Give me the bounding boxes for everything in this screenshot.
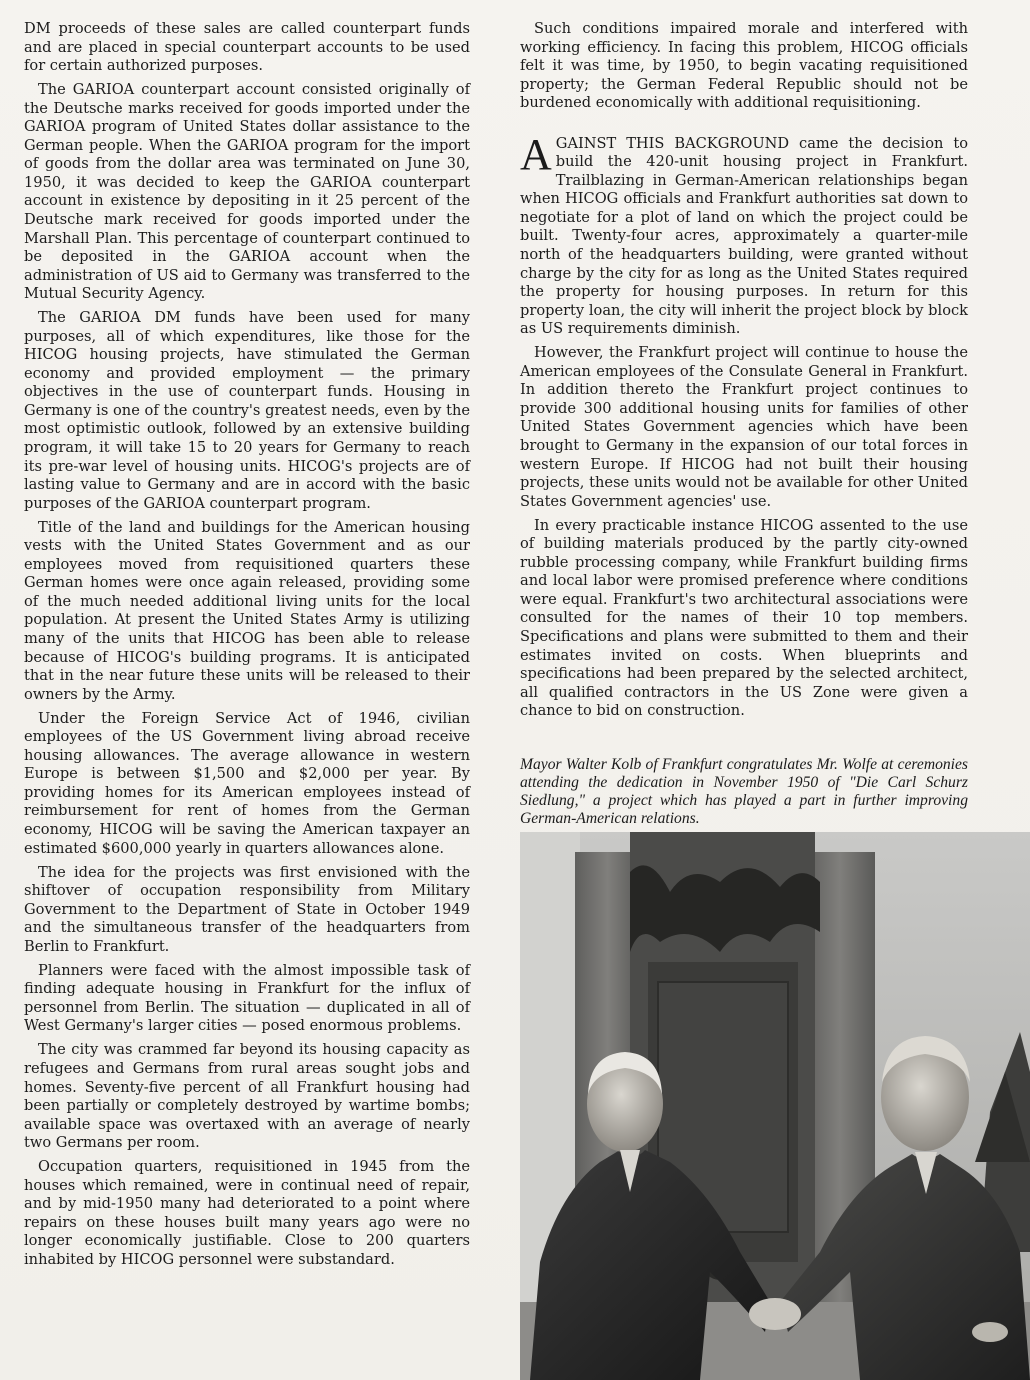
paragraph: However, the Frankfurt project will continue to house the American employees of the Consulate General in Frankfurt. In addition thereto the Frankfurt project continues to provide 300 additional housing units for families of other United States Government agencies which have been brought to Germany in the expansion of our total forces in western Europe. If HICOG had not built their housing projects, these units would not be available for other United States Government agencies' use. bbox=[520, 344, 968, 510]
section-opening-paragraph bbox=[520, 129, 968, 339]
left-text-column bbox=[24, 20, 470, 1275]
paragraph: In every practicable instance HICOG assented to the use of building materials produced by the partly city-owned rubble processing company, while Frankfurt building firms and local labor were promised preference where conditions were equal. Frankfurt's two architectural associations were consulted for the names of their 10 top members. Specifications and plans were submitted to them and their estimates invited on costs. When blueprints and specifications had been prepared by the selected architect, all qualified contractors in the US Zone were given a chance to bid on construction. bbox=[520, 516, 968, 720]
paragraph: The GARIOA DM funds have been used for many purposes, all of which expenditures, like those for the HICOG housing projects, have stimulated the German economy and provided employment — the primary objectives in the use of counterpart funds. Housing in Germany is one of the country's greatest needs, even by the most optimistic outlook, followed by an extensive building program, it will take 15 to 20 years for Germany to reach its pre-war level of housing units. HICOG's projects are of lasting value to Germany and are in accord with the basic purposes of the GARIOA counterpart program. bbox=[24, 309, 470, 512]
paragraph: Planners were faced with the almost impossible task of finding adequate housing in Frankfurt for the influx of personnel from Berlin. The situation — duplicated in all of West Germany's larger cities — posed enormous problems. bbox=[24, 961, 470, 1035]
ceremony-photo-illustration bbox=[520, 832, 1030, 1380]
section-lead-in: GAINST THIS BACKGROUND bbox=[555, 134, 790, 152]
paragraph: The GARIOA counterpart account consisted originally of the Deutsche marks received for goods imported under the GARIOA program of United States dollar assistance to the German people. When the GARIOA program for the import of goods from the dollar area was terminated on June 30, 1950, it was decided to keep the GARIOA counterpart account in existence by depositing in it 25 percent of the Deutsche mark received for goods imported under the Marshall Plan. This percentage of counterpart continued to be deposited in the GARIOA account when the administration of US aid to Germany was transferred to the Mutual Security Agency. bbox=[24, 81, 470, 303]
paragraph: Under the Foreign Service Act of 1946, civilian employees of the US Government living abroad receive housing allowances. The average allowance in western Europe is between $1,500 and $2,000 per year. By providing homes for its American employees instead of reimbursement for rent of homes from the German economy, HICOG will be saving the American taxpayer an estimated $600,000 yearly in quarters allowances alone. bbox=[24, 709, 470, 857]
paragraph: DM proceeds of these sales are called counterpart funds and are placed in special counterpart accounts to be used for certain authorized purposes. bbox=[24, 20, 470, 75]
paragraph: The city was crammed far beyond its housing capacity as refugees and Germans from rural areas sought jobs and homes. Seventy-five percent of all Frankfurt housing had been partially or completely destroyed by wartime bombs; available space was overtaxed with an average of nearly two Germans per room. bbox=[24, 1041, 470, 1152]
drop-cap: A bbox=[520, 129, 552, 179]
paragraph: Such conditions impaired morale and interfered with working efficiency. In facing this problem, HICOG officials felt it was time, by 1950, to begin vacating requisitioned property; the German Federal Republic should not be burdened economically with additional requisitioning. bbox=[520, 20, 968, 112]
paragraph: Occupation quarters, requisitioned in 1945 from the houses which remained, were in continual need of repair, and by mid-1950 many had deteriorated to a point where repairs on these houses built many years ago were no longer economically justifiable. Close to 200 quarters inhabited by HICOG personnel were substandard. bbox=[24, 1158, 470, 1268]
ceremony-photo bbox=[520, 832, 1030, 1380]
right-text-column bbox=[520, 20, 968, 726]
section-first-text: came the decision to build the 420-unit housing project in Frankfurt. Trailblazing in German-American relationships began when HICOG officials and Frankfurt authorities sat down to negotiate for a plot of land on which the project could be built. Twenty-four acres, approximately a quarter-mile north of the headquarters building, were granted without charge by the city for as long as the United States required the property for housing purposes. In return for this property loan, the city will inherit the project block by block as US requirements diminish. bbox=[520, 134, 968, 338]
photo-caption: Mayor Walter Kolb of Frankfurt congratulates Mr. Wolfe at ceremonies attending the dedication in November 1950 of "Die Carl Schurz Siedlung," a project which has played a part in further improving German-American relations. bbox=[520, 756, 968, 827]
paragraph: The idea for the projects was first envisioned with the shiftover of occupation responsibility from Military Government to the Department of State in October 1949 and the simultaneous transfer of the headquarters from Berlin to Frankfurt. bbox=[24, 863, 470, 955]
paragraph: Title of the land and buildings for the American housing vests with the United States Government and as our employees moved from requisitioned quarters these German homes were once again released, providing some of the much needed additional living units for the local population. At present the United States Army is utilizing many of the units that HICOG has been able to release because of HICOG's building programs. It is anticipated that in the near future these units will be released to their owners by the Army. bbox=[24, 518, 470, 703]
